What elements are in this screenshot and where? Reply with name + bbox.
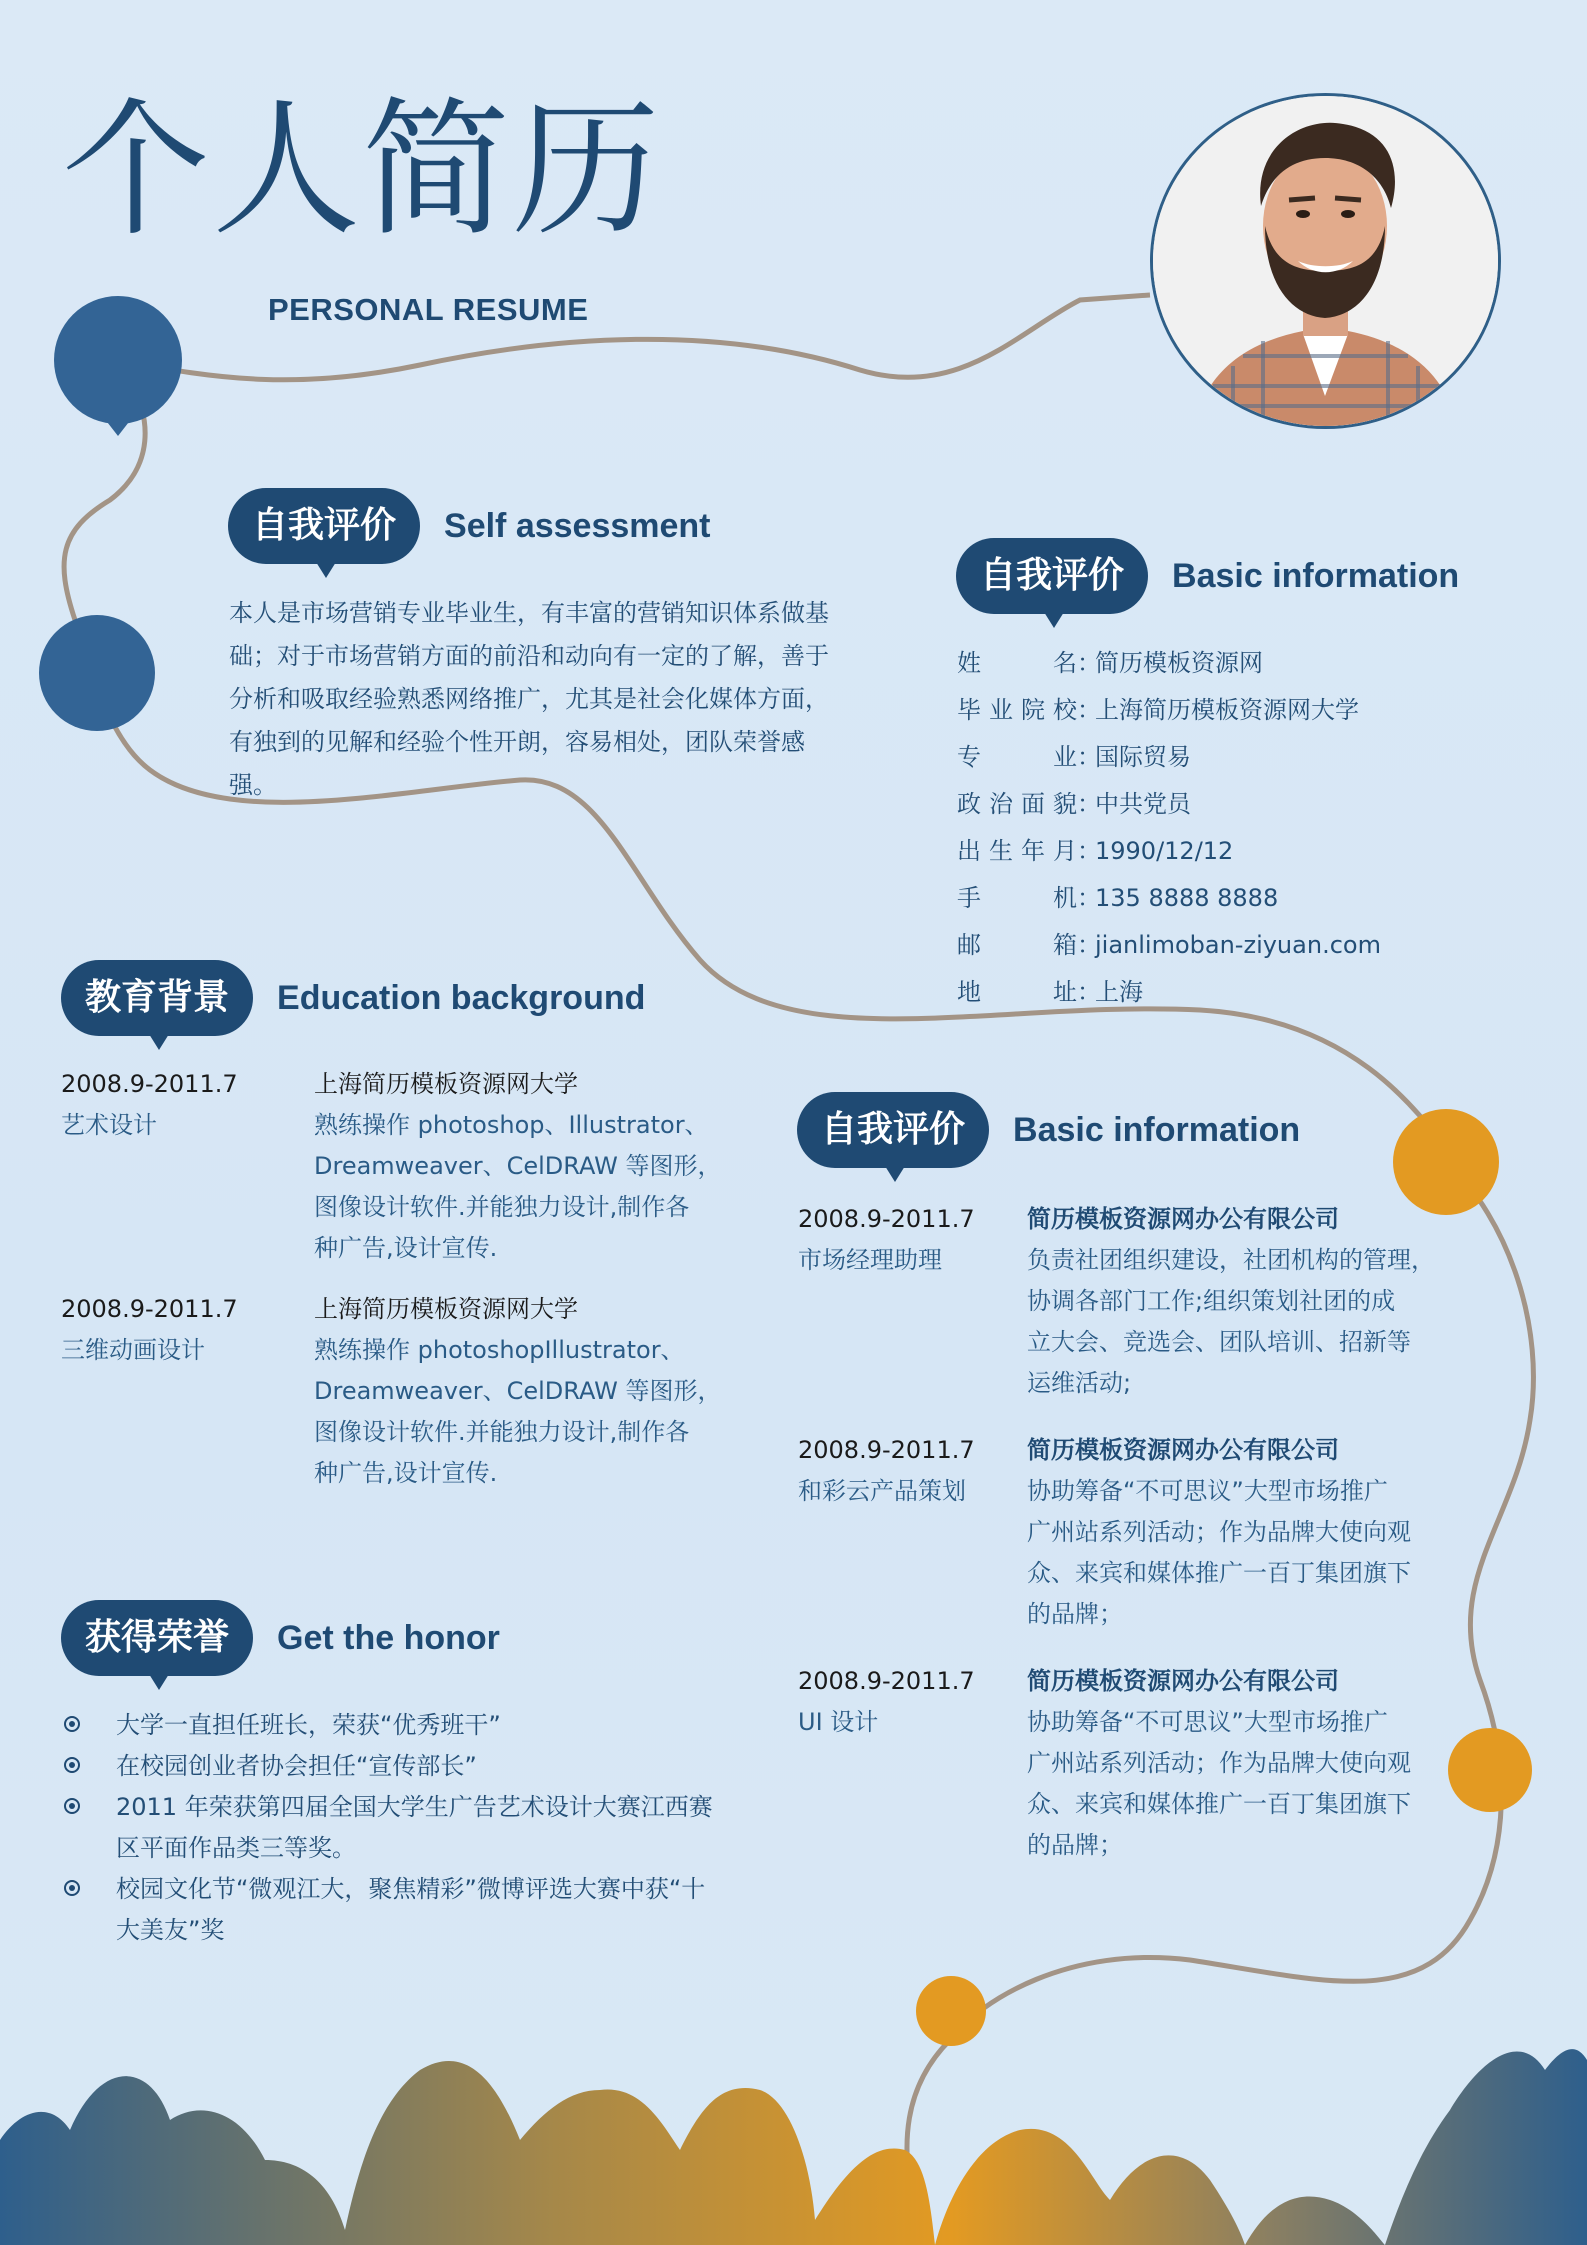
honor-badge: 获得荣誉 <box>61 1600 253 1676</box>
experience-company: 简历模板资源网办公有限公司 <box>1027 1436 1339 1464</box>
info-value: 简历模板资源网 <box>1095 649 1263 677</box>
info-value: 上海 <box>1095 978 1143 1006</box>
experience-entry <box>798 1199 1458 1404</box>
info-row-phone: 手机 ： 135 8888 8888 <box>957 875 1457 922</box>
basic-info-list <box>957 640 1457 1016</box>
basic-info-title: Basic information <box>1172 556 1460 595</box>
self-assessment-title: Self assessment <box>444 506 711 545</box>
profile-photo <box>1150 93 1501 429</box>
info-row-politics: 政治面貌 ： 中共党员 <box>957 781 1457 828</box>
info-key: 邮箱 <box>957 931 1077 959</box>
bullet-icon <box>64 1716 80 1732</box>
experience-company: 简历模板资源网办公有限公司 <box>1027 1667 1339 1695</box>
info-key: 政治面貌 <box>957 790 1077 818</box>
resume-title: 个人简历 <box>62 84 662 256</box>
info-value: 上海简历模板资源网大学 <box>1095 696 1359 724</box>
orange-circle-2 <box>1448 1728 1532 1812</box>
resume-subtitle: PERSONAL RESUME <box>268 292 589 327</box>
bullet-icon <box>64 1880 80 1896</box>
experience-desc-line: 协助筹备“不可思议”大型市场推广 <box>1027 1708 1388 1736</box>
self-assessment-text <box>229 592 849 807</box>
experience-company: 简历模板资源网办公有限公司 <box>1027 1205 1339 1233</box>
experience-desc-line: 广州站系列活动；作为品牌大使向观 <box>1027 1518 1411 1546</box>
self-assessment-line: 本人是市场营销专业毕业生，有丰富的营销知识体系做基 <box>229 599 829 627</box>
person-portrait <box>1153 96 1498 426</box>
education-desc-line: 种广告,设计宣传. <box>314 1459 498 1487</box>
bullet-icon <box>64 1798 80 1814</box>
education-badge: 教育背景 <box>61 960 253 1036</box>
info-value: jianlimoban-ziyuan.com <box>1095 931 1381 959</box>
education-desc-line: 图像设计软件.并能独力设计,制作各 <box>314 1193 690 1221</box>
experience-desc-line: 众、来宾和媒体推广一百丁集团旗下 <box>1027 1559 1411 1587</box>
honor-line: 2011 年荣获第四届全国大学生广告艺术设计大赛江西赛 <box>116 1793 713 1821</box>
self-assessment-badge: 自我评价 <box>228 488 420 564</box>
education-entry <box>61 1064 741 1269</box>
education-desc-line: Dreamweaver、CelDRAW 等图形， <box>314 1152 722 1180</box>
info-row-email: 邮箱 ： jianlimoban-ziyuan.com <box>957 922 1457 969</box>
info-key: 专业 <box>957 743 1077 771</box>
basic-info-header <box>956 538 1459 614</box>
experience-desc-line: 的品牌； <box>1027 1600 1123 1628</box>
info-value: 135 8888 8888 <box>1095 884 1279 912</box>
info-key: 手机 <box>957 884 1077 912</box>
experience-desc-line: 负责社团组织建设，社团机构的管理， <box>1027 1246 1435 1274</box>
info-row-name: 姓名 ： 简历模板资源网 <box>957 640 1457 687</box>
bullet-icon <box>64 1757 80 1773</box>
blue-circle-middle <box>39 615 155 731</box>
blue-circle-top <box>54 296 182 424</box>
education-major: 三维动画设计 <box>61 1336 205 1364</box>
info-value: 中共党员 <box>1095 790 1191 818</box>
experience-role: 和彩云产品策划 <box>798 1477 966 1505</box>
experience-role: UI 设计 <box>798 1708 879 1736</box>
hills <box>0 2049 1587 2245</box>
info-value: 国际贸易 <box>1095 743 1191 771</box>
education-entry <box>61 1289 741 1494</box>
honor-line: 校园文化节“微观江大，聚焦精彩”微博评选大赛中获“十 <box>116 1875 706 1903</box>
experience-header <box>797 1092 1300 1168</box>
honor-item <box>64 1705 744 1746</box>
experience-desc-line: 协助筹备“不可思议”大型市场推广 <box>1027 1477 1388 1505</box>
experience-entry <box>798 1430 1458 1635</box>
experience-desc-line: 立大会、竞选会、团队培训、招新等 <box>1027 1328 1411 1356</box>
honor-title: Get the honor <box>277 1618 500 1657</box>
experience-date: 2008.9-2011.7 <box>798 1667 975 1695</box>
honor-header <box>61 1600 500 1676</box>
education-title: Education background <box>277 978 646 1017</box>
info-row-school: 毕业院校 ： 上海简历模板资源网大学 <box>957 687 1457 734</box>
education-date: 2008.9-2011.7 <box>61 1070 238 1098</box>
info-value: 1990/12/12 <box>1095 837 1234 865</box>
experience-list <box>798 1199 1458 1866</box>
info-key: 毕业院校 <box>957 696 1077 724</box>
honor-list <box>64 1705 744 1951</box>
basic-info-badge: 自我评价 <box>956 538 1148 614</box>
info-key: 出生年月 <box>957 837 1077 865</box>
education-header <box>61 960 645 1036</box>
orange-circle-3 <box>916 1976 986 2046</box>
honor-item <box>64 1869 744 1951</box>
education-school: 上海简历模板资源网大学 <box>314 1070 578 1098</box>
honor-line: 在校园创业者协会担任“宣传部长” <box>116 1752 477 1780</box>
honor-line: 大美友”奖 <box>116 1916 225 1944</box>
experience-desc-line: 的品牌； <box>1027 1831 1123 1859</box>
experience-date: 2008.9-2011.7 <box>798 1436 975 1464</box>
info-key: 地址 <box>957 978 1077 1006</box>
education-major: 艺术设计 <box>61 1111 157 1139</box>
education-desc-line: 种广告,设计宣传. <box>314 1234 498 1262</box>
education-list <box>61 1064 741 1494</box>
self-assessment-line: 分析和吸取经验熟悉网络推广，尤其是社会化媒体方面， <box>229 685 829 713</box>
info-row-address: 地址 ： 上海 <box>957 969 1457 1016</box>
experience-badge: 自我评价 <box>797 1092 989 1168</box>
experience-date: 2008.9-2011.7 <box>798 1205 975 1233</box>
experience-desc-line: 运维活动; <box>1027 1369 1132 1397</box>
info-row-birth: 出生年月 ： 1990/12/12 <box>957 828 1457 875</box>
education-desc-line: 熟练操作 photoshop、Illustrator、 <box>314 1111 709 1139</box>
experience-desc-line: 协调各部门工作;组织策划社团的成 <box>1027 1287 1396 1315</box>
experience-title: Basic information <box>1013 1110 1301 1149</box>
experience-desc-line: 广州站系列活动；作为品牌大使向观 <box>1027 1749 1411 1777</box>
education-desc-line: Dreamweaver、CelDRAW 等图形， <box>314 1377 722 1405</box>
experience-entry <box>798 1661 1458 1866</box>
education-desc-line: 熟练操作 photoshopIllustrator、 <box>314 1336 685 1364</box>
info-key: 姓名 <box>957 649 1077 677</box>
self-assessment-header <box>228 488 711 564</box>
honor-line: 大学一直担任班长，荣获“优秀班干” <box>116 1711 501 1739</box>
honor-line: 区平面作品类三等奖。 <box>116 1834 356 1862</box>
education-school: 上海简历模板资源网大学 <box>314 1295 578 1323</box>
experience-role: 市场经理助理 <box>798 1246 942 1274</box>
self-assessment-line: 有独到的见解和经验个性开朗，容易相处，团队荣誉感强。 <box>229 728 805 799</box>
education-date: 2008.9-2011.7 <box>61 1295 238 1323</box>
info-row-major: 专业 ： 国际贸易 <box>957 734 1457 781</box>
honor-item <box>64 1746 744 1787</box>
self-assessment-line: 础；对于市场营销方面的前沿和动向有一定的了解，善于 <box>229 642 829 670</box>
experience-desc-line: 众、来宾和媒体推广一百丁集团旗下 <box>1027 1790 1411 1818</box>
honor-item <box>64 1787 744 1869</box>
education-desc-line: 图像设计软件.并能独力设计,制作各 <box>314 1418 690 1446</box>
